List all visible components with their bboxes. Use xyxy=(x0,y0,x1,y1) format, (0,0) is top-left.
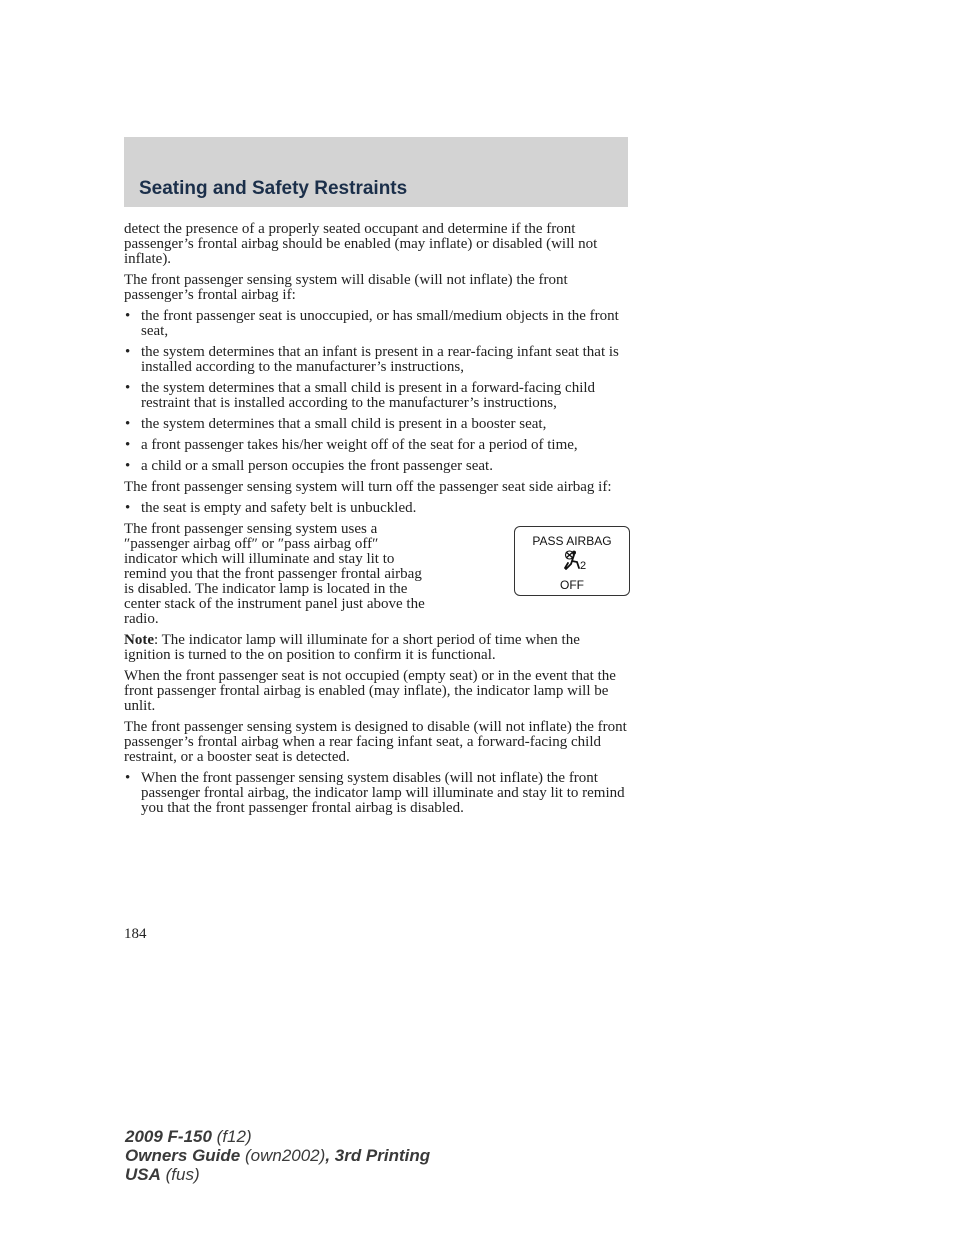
section-header xyxy=(124,137,628,207)
paragraph-indicator-description: The front passenger sensing system uses a ″passenger airbag off″ or ″pass airbag off″ indicator which will illuminate and stay lit to remind you that the front passenger frontal airbag is disabled. The indicator lamp is located in the center stack of the instrument panel just above the radio. xyxy=(124,521,425,627)
indicator-icon-number: 2 xyxy=(580,560,587,570)
list-item: • When the front passenger sensing system disables (will not inflate) the front passenger frontal airbag, the indicator lamp will illuminate and stay lit to remind you that the front passenger frontal airbag is disabled. xyxy=(124,771,630,816)
footer-guide-code: (own2002) xyxy=(240,1146,326,1165)
footer-model-code: (f12) xyxy=(211,1127,252,1146)
footer-line-guide xyxy=(125,1146,430,1165)
note-text: : The indicator lamp will illuminate for a short period of time when the ignition is turned to the on position to confirm it is functional. xyxy=(124,632,580,663)
footer-region: USA xyxy=(125,1165,161,1184)
pass-airbag-off-indicator xyxy=(514,526,630,596)
note-label: Note xyxy=(124,632,154,648)
bullet-list-indicator xyxy=(124,771,630,816)
list-item: • the system determines that a small child is present in a booster seat, xyxy=(124,417,630,432)
paragraph: When the front passenger seat is not occupied (empty seat) or in the event that the front passenger frontal airbag is enabled (may inflate), the indicator lamp will be unlit. xyxy=(124,668,616,714)
footer-line-model xyxy=(125,1127,430,1146)
list-item: • a child or a small person occupies the front passenger seat. xyxy=(124,459,630,474)
footer-line-region xyxy=(125,1165,430,1184)
section-title: Seating and Safety Restraints xyxy=(139,178,408,199)
paragraph: The front passenger sensing system will disable (will not inflate) the front passenger’s frontal airbag if: xyxy=(124,272,568,303)
indicator-figure xyxy=(440,522,630,630)
airbag-off-icon xyxy=(562,550,590,570)
indicator-bottom-label: OFF xyxy=(560,578,584,592)
footer-printing: , 3rd Printing xyxy=(325,1146,431,1165)
list-item: • the front passenger seat is unoccupied, or has small/medium objects in the front seat, xyxy=(124,309,630,339)
list-item: • a front passenger takes his/her weight off of the seat for a period of time, xyxy=(124,438,630,453)
footer-guide: Owners Guide xyxy=(125,1146,241,1165)
footer-model: 2009 F-150 xyxy=(125,1127,212,1146)
note-paragraph xyxy=(124,633,630,663)
bullet-list-side-airbag xyxy=(124,501,630,516)
page-body xyxy=(124,222,630,822)
list-item: • the system determines that an infant is present in a rear-facing infant seat that is installed according to the manufacturer’s instructions, xyxy=(124,345,630,375)
list-item: • the system determines that a small child is present in a forward-facing child restraint that is installed according to the manufacturer’s instructions, xyxy=(124,381,630,411)
indicator-top-label: PASS AIRBAG xyxy=(532,534,612,548)
page-number: 184 xyxy=(124,926,147,942)
paragraph: The front passenger sensing system will turn off the passenger seat side airbag if: xyxy=(124,479,612,495)
footer-region-code: (fus) xyxy=(160,1165,200,1184)
document-footer xyxy=(125,1127,430,1184)
paragraph: detect the presence of a properly seated occupant and determine if the front passenger’s frontal airbag should be enabled (may inflate) or disabled (will not inflate). xyxy=(124,221,598,267)
bullet-list-disable-conditions xyxy=(124,309,630,474)
list-item: • the seat is empty and safety belt is unbuckled. xyxy=(124,501,630,516)
paragraph: The front passenger sensing system is designed to disable (will not inflate) the front passenger’s frontal airbag when a rear facing infant seat, a forward-facing child restraint, or a booster seat is detected. xyxy=(124,719,627,765)
